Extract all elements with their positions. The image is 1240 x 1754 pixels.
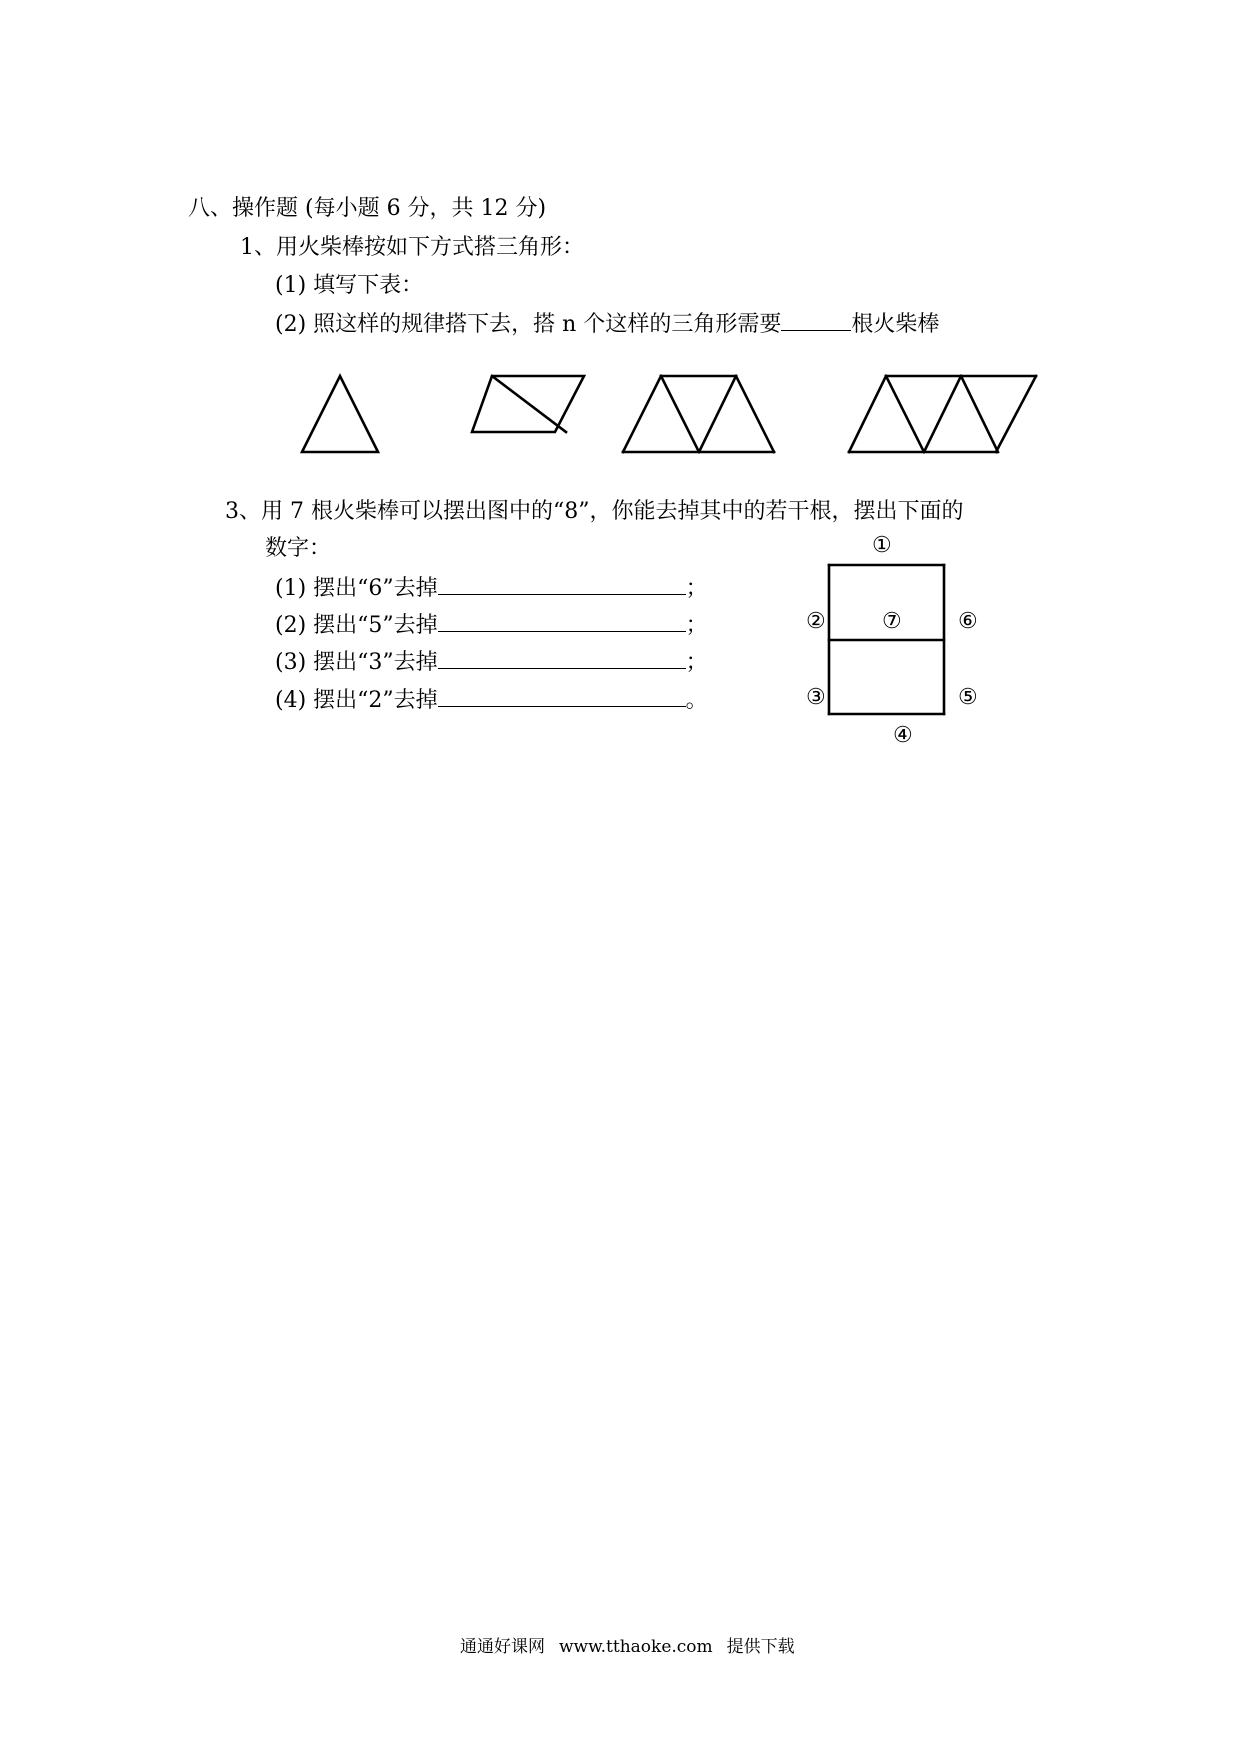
q3-stem-cont: 数字： — [265, 536, 332, 561]
digit-eight-figure — [829, 565, 944, 714]
q3-item-4 — [275, 684, 708, 716]
stick-label-6: ⑥ — [958, 609, 978, 634]
answer-blank[interactable] — [438, 572, 686, 595]
q1-sub2-suffix: 根火柴棒 — [851, 312, 940, 337]
triangle-figure-4 — [849, 376, 1036, 452]
answer-blank[interactable] — [438, 684, 686, 707]
q3-item-end: ； — [685, 650, 708, 675]
stick-label-3: ③ — [806, 685, 826, 710]
triangle-figure-2-extra — [492, 376, 566, 432]
footer-site-name: 通通好课网 — [460, 1637, 545, 1657]
q3-item-end: ； — [685, 576, 708, 601]
q1-stem: 1、用火柴棒按如下方式搭三角形： — [240, 235, 584, 260]
stick-label-5: ⑤ — [958, 685, 978, 710]
stick-label-2: ② — [806, 609, 826, 634]
q3-stem: 3、用 7 根火柴棒可以摆出图中的“8”，你能去掉其中的若干根，摆出下面的 — [225, 499, 964, 524]
q3-item-label: (2) 摆出“5”去掉 — [275, 613, 438, 638]
page-footer — [460, 1632, 809, 1657]
q3-item-2 — [275, 609, 708, 641]
stick-label-7: ⑦ — [882, 609, 902, 634]
q3-item-label: (1) 摆出“6”去掉 — [275, 576, 438, 601]
stick-label-1: ① — [872, 533, 892, 558]
q3-item-end: ； — [685, 613, 708, 638]
q3-item-end: 。 — [685, 688, 708, 713]
footer-suffix: 提供下载 — [726, 1637, 795, 1657]
q1-sub2-prefix: (2) 照这样的规律搭下去，搭 n 个这样的三角形需要 — [275, 312, 782, 337]
q3-item-1 — [275, 572, 708, 604]
q3-item-3 — [275, 646, 708, 678]
q1-sub1: (1) 填写下表： — [275, 273, 424, 298]
triangle-figure-1 — [302, 376, 378, 452]
q3-item-label: (3) 摆出“3”去掉 — [275, 650, 438, 675]
answer-blank[interactable] — [438, 646, 686, 669]
answer-blank[interactable] — [438, 609, 686, 632]
section-heading: 八、操作题 (每小题 6 分，共 12 分) — [188, 196, 547, 221]
triangle-figure-3 — [623, 376, 774, 452]
stick-label-4: ④ — [893, 723, 913, 748]
footer-url[interactable]: www.tthaoke.com — [559, 1637, 713, 1657]
q3-item-label: (4) 摆出“2”去掉 — [275, 688, 438, 713]
